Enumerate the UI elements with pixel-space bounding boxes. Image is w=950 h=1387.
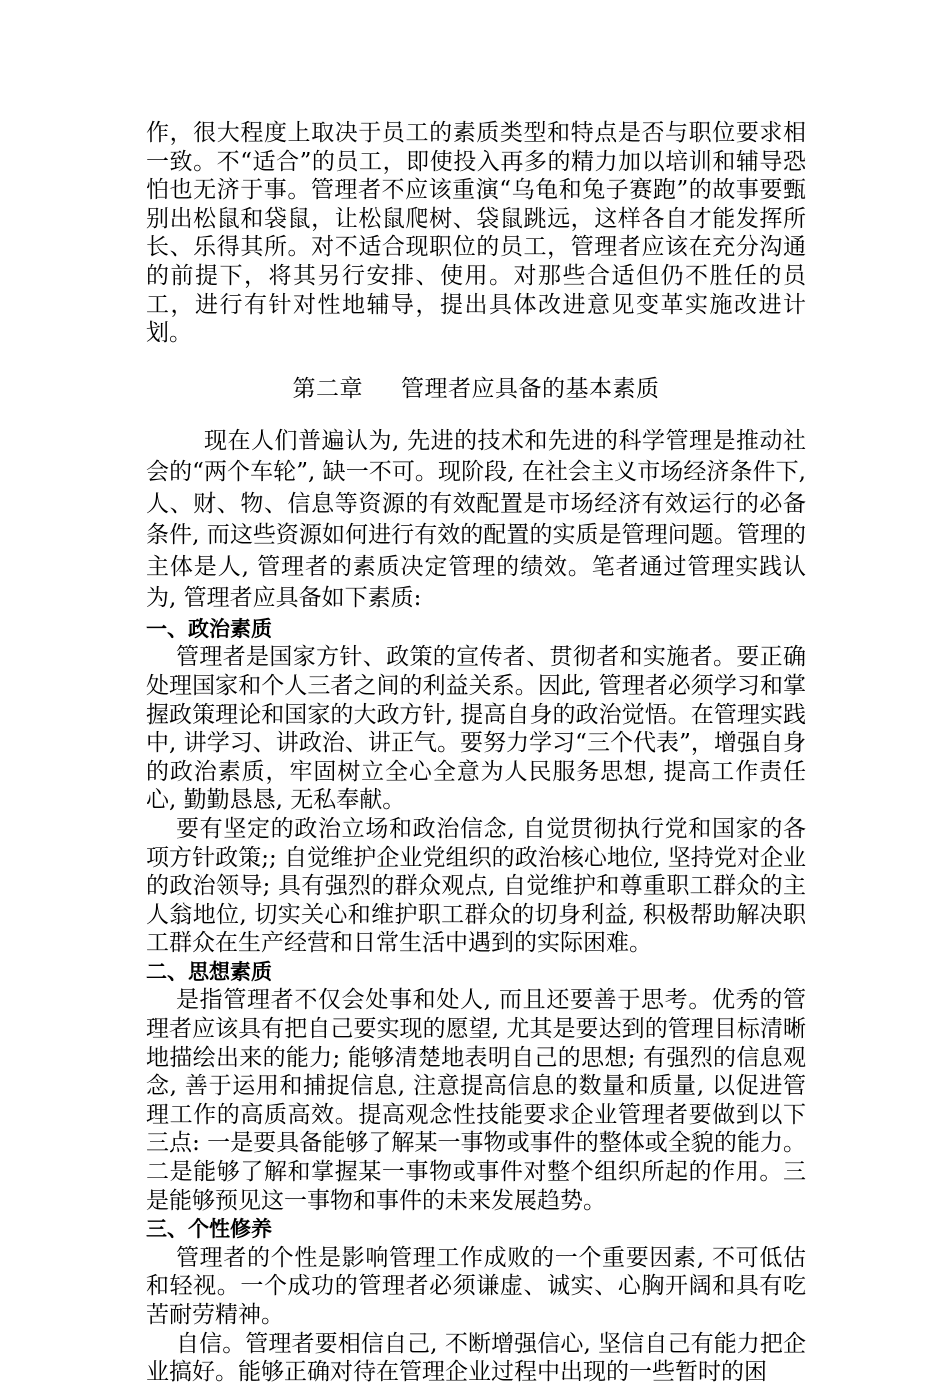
- opening-paragraph: 作，很大程度上取决于员工的素质类型和特点是否与职位要求相一致。不“适合”的员工，即使投入再多的精力加以培训和辅导恐怕也无济于事。管理者不应该重演“乌龟和兔子赛跑”的故事要甄别出松鼠和袋鼠，让松鼠爬树、袋鼠跳远，这样各自才能发挥所长、乐得其所。对不适合现职位的员工，管理者应该在充分沟通的前提下，将其另行安排、使用。对那些合适但仍不胜任的员工，进行有针对性地辅导，提出具体改进意见变革实施改进计划。: [146, 120, 806, 347]
- chapter-number: 第二章: [292, 375, 363, 402]
- section-heading-thinking: 二、思想素质: [146, 959, 272, 984]
- document-page: [146, 119, 806, 1387]
- section-heading-political: 一、政治素质: [146, 616, 272, 641]
- intro-paragraph: 现在人们普遍认为, 先进的技术和先进的科学管理是推动社会的“两个车轮”, 缺一不可。现阶段, 在社会主义市场经济条件下, 人、财、物、信息等资源的有效配置是市场经济有效运行的必备条件, 而这些资源如何进行有效的配置的实质是管理问题。管理的主体是人, 管理者的素质决定管理的绩效。笔者通过管理实践认为, 管理者应具备如下素质:: [146, 427, 806, 612]
- section-paragraph: 自信。管理者要相信自己, 不断增强信心, 坚信自己有能力把企业搞好。能够正确对待在管理企业过程中出现的一些暂时的困: [146, 1330, 806, 1386]
- section-paragraph: 管理者是国家方针、政策的宣传者、贯彻者和实施者。要正确处理国家和个人三者之间的利益关系。因此, 管理者必须学习和掌握政策理论和国家的大政方针, 提高自身的政治觉悟。在管理实践中, 讲学习、讲政治、讲正气。要努力学习“三个代表”，增强自身的政治素质，牢固树立全心全意为人民服务思想, 提高工作责任心, 勤勤恳恳, 无私奉献。: [146, 644, 806, 814]
- section-heading-personality: 三、个性修养: [146, 1217, 272, 1242]
- chapter-name: 管理者应具备的基本素质: [401, 375, 660, 402]
- chapter-title: [146, 374, 806, 404]
- section-paragraph: 是指管理者不仅会处事和处人, 而且还要善于思考。优秀的管理者应该具有把自己要实现的愿望, 尤其是要达到的管理目标清晰地描绘出来的能力; 能够清楚地表明自己的思想; 有强烈的信息观念, 善于运用和捕捉信息, 注意提高信息的数量和质量, 以促进管理工作的高质高效。提高观念性技能要求企业管理者要做到以下三点: 一是要具备能够了解某一事物或事件的整体或全貌的能力。二是能够了解和掌握某一事物或事件对整个组织所起的作用。三是能够预见这一事物和事件的未来发展趋势。: [146, 987, 806, 1214]
- section-paragraph: 管理者的个性是影响管理工作成败的一个重要因素, 不可低估和轻视。一个成功的管理者必须谦虚、诚实、心胸开阔和具有吃苦耐劳精神。: [146, 1244, 806, 1328]
- section-paragraph: 要有坚定的政治立场和政治信念, 自觉贯彻执行党和国家的各项方针政策;; 自觉维护企业党组织的政治核心地位, 坚持党对企业的政治领导; 具有强烈的群众观点, 自觉维护和尊重职工群众的主人翁地位, 切实关心和维护职工群众的切身利益, 积极帮助解决职工群众在生产经营和日常生活中遇到的实际困难。: [146, 815, 806, 957]
